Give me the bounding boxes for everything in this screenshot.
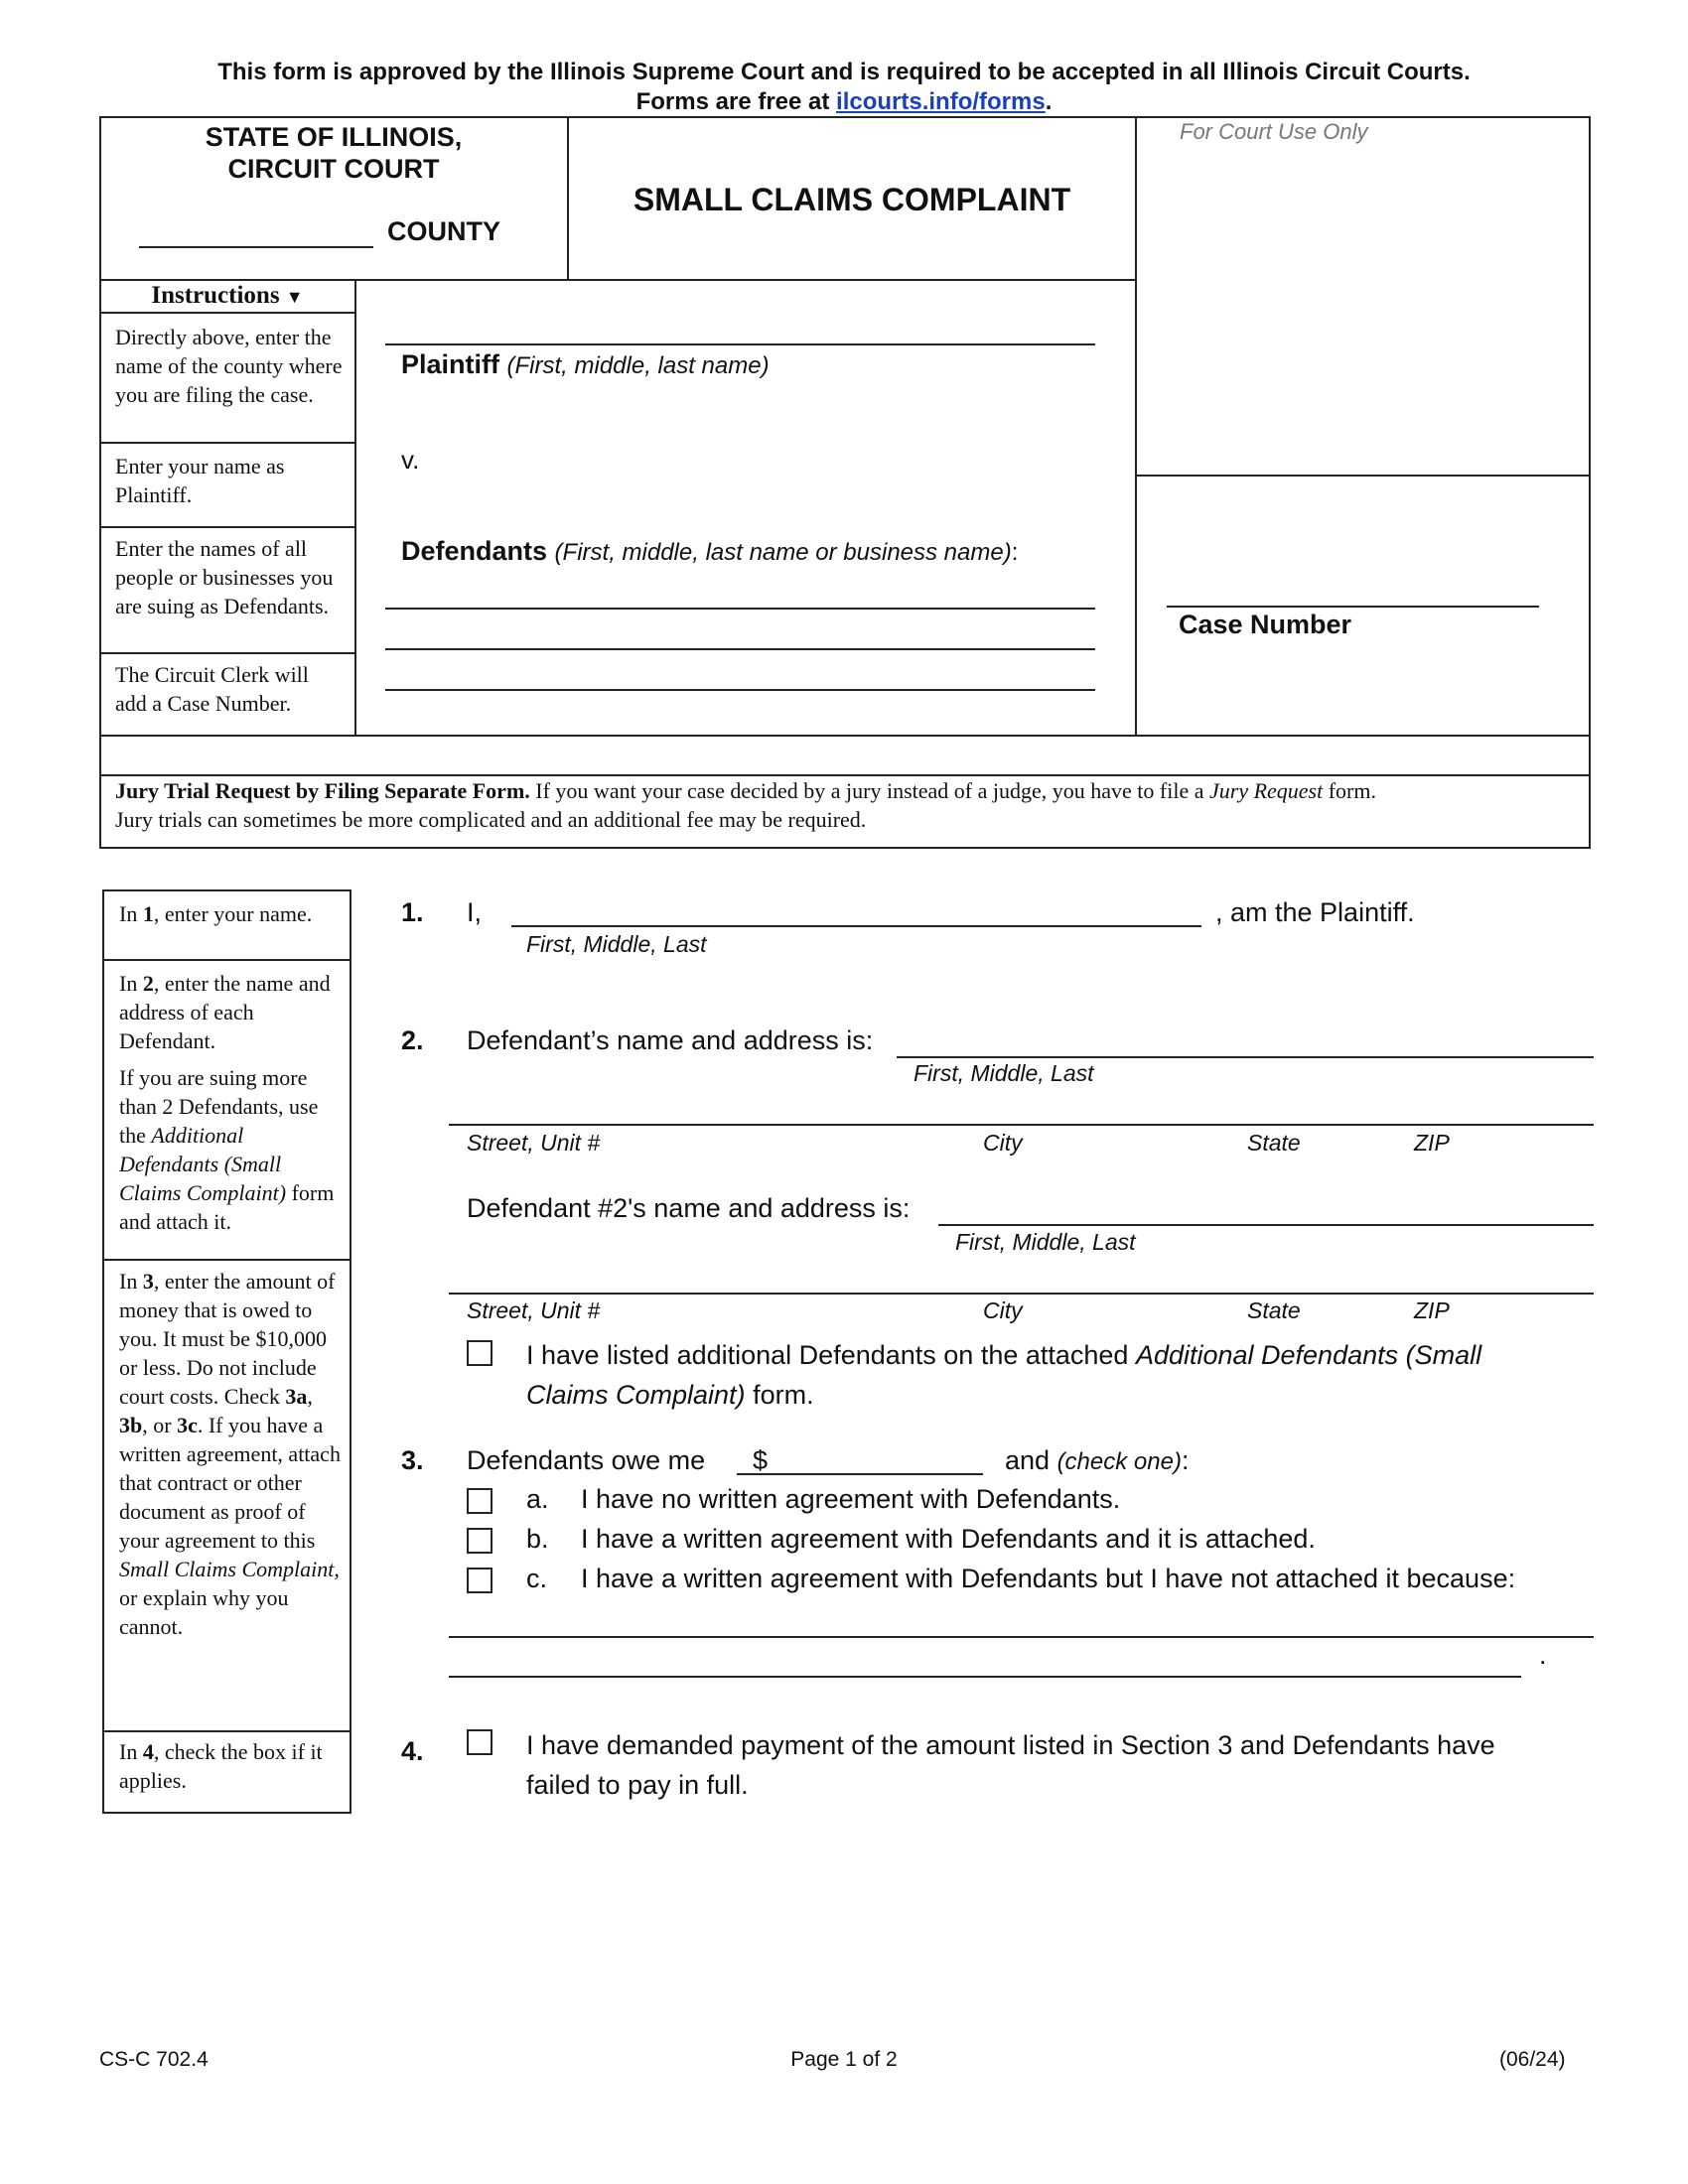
text: Claims Complaint) (526, 1380, 746, 1410)
instruction-county: Directly above, enter the name of the county where you are filing the case. (115, 325, 343, 407)
approval-line-1: This form is approved by the Illinois Supreme Court and is required to be accepted in all Illinois Circuit Courts. (217, 59, 1471, 85)
plaintiff-label: Plaintiff (401, 349, 499, 379)
defendant-2-label: Defendant #2's name and address is: (467, 1193, 911, 1223)
forms-link[interactable]: ilcourts.info/forms (836, 88, 1046, 115)
text: In (119, 1269, 143, 1294)
section-3-label: Defendants owe me (467, 1445, 706, 1475)
divider (99, 279, 1137, 281)
case-number-label: Case Number (1179, 610, 1352, 639)
text: In (119, 901, 143, 926)
court-line: CIRCUIT COURT (227, 154, 440, 184)
text: , (307, 1384, 313, 1409)
defendant-2-zip-caption: ZIP (1414, 1297, 1450, 1323)
state-line: STATE OF ILLINOIS, (205, 122, 463, 152)
text: , check the box if it applies. (119, 1739, 323, 1793)
amount-owed-input[interactable] (737, 1447, 983, 1475)
footer-page-number: Page 1 of 2 (790, 2048, 898, 2071)
divider (99, 526, 355, 528)
court-heading (99, 121, 568, 185)
side-instruction-3 (119, 1267, 343, 1641)
section-2-number: 2. (401, 1025, 424, 1055)
approval-notice (0, 58, 1688, 117)
jury-text-3: Jury trials can sometimes be more complicated and an additional fee may be required. (115, 807, 867, 832)
defendant-caption-input-1[interactable] (385, 580, 1095, 610)
option-3a-letter: a. (526, 1484, 549, 1514)
divider (102, 1730, 352, 1732)
option-3b-letter: b. (526, 1524, 549, 1554)
approval-prefix: Forms are free at (635, 88, 837, 115)
option-3c-letter: c. (526, 1564, 548, 1593)
instruction-defendants: Enter the names of all people or businesses you are suing as Defendants. (115, 536, 334, 618)
instructions-heading (99, 282, 355, 310)
text: 3 (142, 1269, 154, 1294)
defendant-1-label: Defendant’s name and address is: (467, 1025, 874, 1055)
option-3a-text: I have no written agreement with Defendants. (581, 1484, 1121, 1514)
text: , or (142, 1413, 178, 1437)
text: form and attach it. (119, 1180, 335, 1234)
text: Additional Defendants (Small (1135, 1340, 1482, 1370)
defendants-hint: (First, middle, last name or business name) (554, 539, 1012, 566)
text: 4 (142, 1739, 154, 1764)
text: , enter your name. (153, 901, 313, 926)
explanation-input-1[interactable] (449, 1608, 1594, 1638)
section-1-prefix: I, (467, 897, 483, 927)
option-3c-text: I have a written agreement with Defendants but I have not attached it because: (581, 1564, 1516, 1593)
instruction-case-number: The Circuit Clerk will add a Case Number. (115, 662, 309, 716)
text: 3c (177, 1413, 198, 1437)
demanded-payment-checkbox[interactable] (467, 1729, 492, 1755)
text: If you are suing more than 2 Defendants, use the (119, 1065, 319, 1148)
text: , enter the name and address of each Defendant. (119, 971, 331, 1053)
defendant-2-state-caption: State (1247, 1297, 1301, 1323)
side-instruction-2b (119, 1063, 343, 1236)
additional-defendants-text (526, 1335, 1589, 1415)
text: 3b (119, 1413, 143, 1437)
divider (99, 312, 355, 314)
text: . If you have a written agreement, attach that contract or other document as proof of your agreement to this (119, 1413, 341, 1553)
section-3-number: 3. (401, 1445, 424, 1475)
divider (102, 1259, 352, 1261)
option-3b-text: I have a written agreement with Defendants and it is attached. (581, 1524, 1316, 1554)
section-1-suffix: , am the Plaintiff. (1215, 897, 1415, 927)
plaintiff-hint: (First, middle, last name) (506, 352, 770, 379)
defendant-2-address-input[interactable] (449, 1265, 1594, 1295)
jury-notice (115, 776, 1580, 834)
defendants-label-row (401, 536, 1018, 567)
text: In (119, 971, 143, 996)
option-3b-checkbox[interactable] (467, 1528, 492, 1554)
jury-text-1: If you want your case decided by a jury instead of a judge, you have to file a (529, 778, 1209, 803)
side-instruction-4 (119, 1737, 343, 1795)
defendant-2-name-input[interactable] (938, 1196, 1594, 1226)
text: and (1005, 1445, 1057, 1475)
option-3a-checkbox[interactable] (467, 1488, 492, 1514)
footer-revision-date: (06/24) (1499, 2048, 1566, 2071)
text: 3a (285, 1384, 308, 1409)
section-4-text (526, 1725, 1589, 1805)
text: 2 (142, 971, 154, 996)
county-input[interactable] (139, 218, 373, 248)
court-use-label: For Court Use Only (1180, 119, 1368, 144)
plaintiff-name-field[interactable] (511, 897, 1201, 927)
defendant-1-name-caption: First, Middle, Last (914, 1060, 1094, 1086)
text: : (1181, 1445, 1190, 1475)
jury-text-2: form. (1323, 778, 1376, 803)
plaintiff-label-row (401, 349, 770, 380)
defendant-1-city-caption: City (983, 1130, 1023, 1156)
defendant-2-city-caption: City (983, 1297, 1023, 1323)
versus-label: v. (401, 445, 420, 475)
text: , enter the amount of money that is owed to you. It must be $10,000 or less. Do not include court costs. Check (119, 1269, 336, 1409)
jury-form-name: Jury Request (1209, 778, 1324, 803)
divider (99, 735, 1591, 737)
text: In (119, 1739, 143, 1764)
section-1-number: 1. (401, 897, 424, 927)
text: I have listed additional Defendants on the attached (526, 1340, 1136, 1370)
approval-suffix: . (1045, 88, 1053, 115)
defendant-1-zip-caption: ZIP (1414, 1130, 1450, 1156)
defendant-2-street-caption: Street, Unit # (467, 1297, 601, 1323)
explanation-period: . (1539, 1640, 1547, 1670)
divider (99, 442, 355, 444)
divider (102, 959, 352, 961)
caret-down-icon: ▼ (285, 287, 304, 307)
defendant-caption-input-2[interactable] (385, 620, 1095, 650)
footer-form-code: CS-C 702.4 (99, 2048, 209, 2071)
explanation-input-2[interactable] (449, 1648, 1521, 1678)
text: Additional Defendants (Small Claims Complaint) (119, 1123, 287, 1205)
side-instruction-2 (119, 969, 343, 1236)
plaintiff-name-input[interactable] (385, 316, 1095, 345)
side-instruction-1 (119, 899, 338, 928)
instructions-label: Instructions (151, 282, 280, 309)
case-number-input[interactable] (1167, 578, 1539, 608)
defendants-colon: : (1011, 539, 1019, 566)
divider (99, 652, 355, 654)
text: Small Claims Complaint, (119, 1557, 340, 1581)
additional-defendants-checkbox[interactable] (467, 1340, 492, 1366)
defendant-2-name-caption: First, Middle, Last (955, 1229, 1136, 1255)
text: I have demanded payment of the amount listed in Section 3 and Defendants have (526, 1730, 1495, 1760)
instruction-plaintiff: Enter your name as Plaintiff. (115, 454, 285, 507)
defendant-1-street-caption: Street, Unit # (467, 1130, 601, 1156)
defendant-1-name-input[interactable] (897, 1028, 1594, 1058)
divider (354, 279, 356, 736)
text: failed to pay in full. (526, 1770, 749, 1800)
defendant-caption-input-3[interactable] (385, 661, 1095, 691)
defendant-1-address-input[interactable] (449, 1096, 1594, 1126)
form-title: SMALL CLAIMS COMPLAINT (633, 182, 1071, 217)
jury-bold: Jury Trial Request by Filing Separate Form. (115, 778, 530, 803)
county-label: COUNTY (387, 216, 500, 246)
text: or explain why you cannot. (119, 1585, 289, 1639)
section-4-number: 4. (401, 1736, 424, 1766)
text: 1 (142, 901, 154, 926)
section-3-and (1005, 1445, 1189, 1476)
option-3c-checkbox[interactable] (467, 1568, 492, 1593)
dollar-sign: $ (753, 1445, 769, 1475)
divider (1135, 475, 1591, 477)
defendants-label: Defendants (401, 536, 548, 566)
text: form. (745, 1380, 814, 1410)
defendant-1-state-caption: State (1247, 1130, 1301, 1156)
text: (check one) (1056, 1448, 1182, 1475)
section-1-caption: First, Middle, Last (526, 931, 707, 957)
approval-line-2 (0, 87, 1688, 117)
